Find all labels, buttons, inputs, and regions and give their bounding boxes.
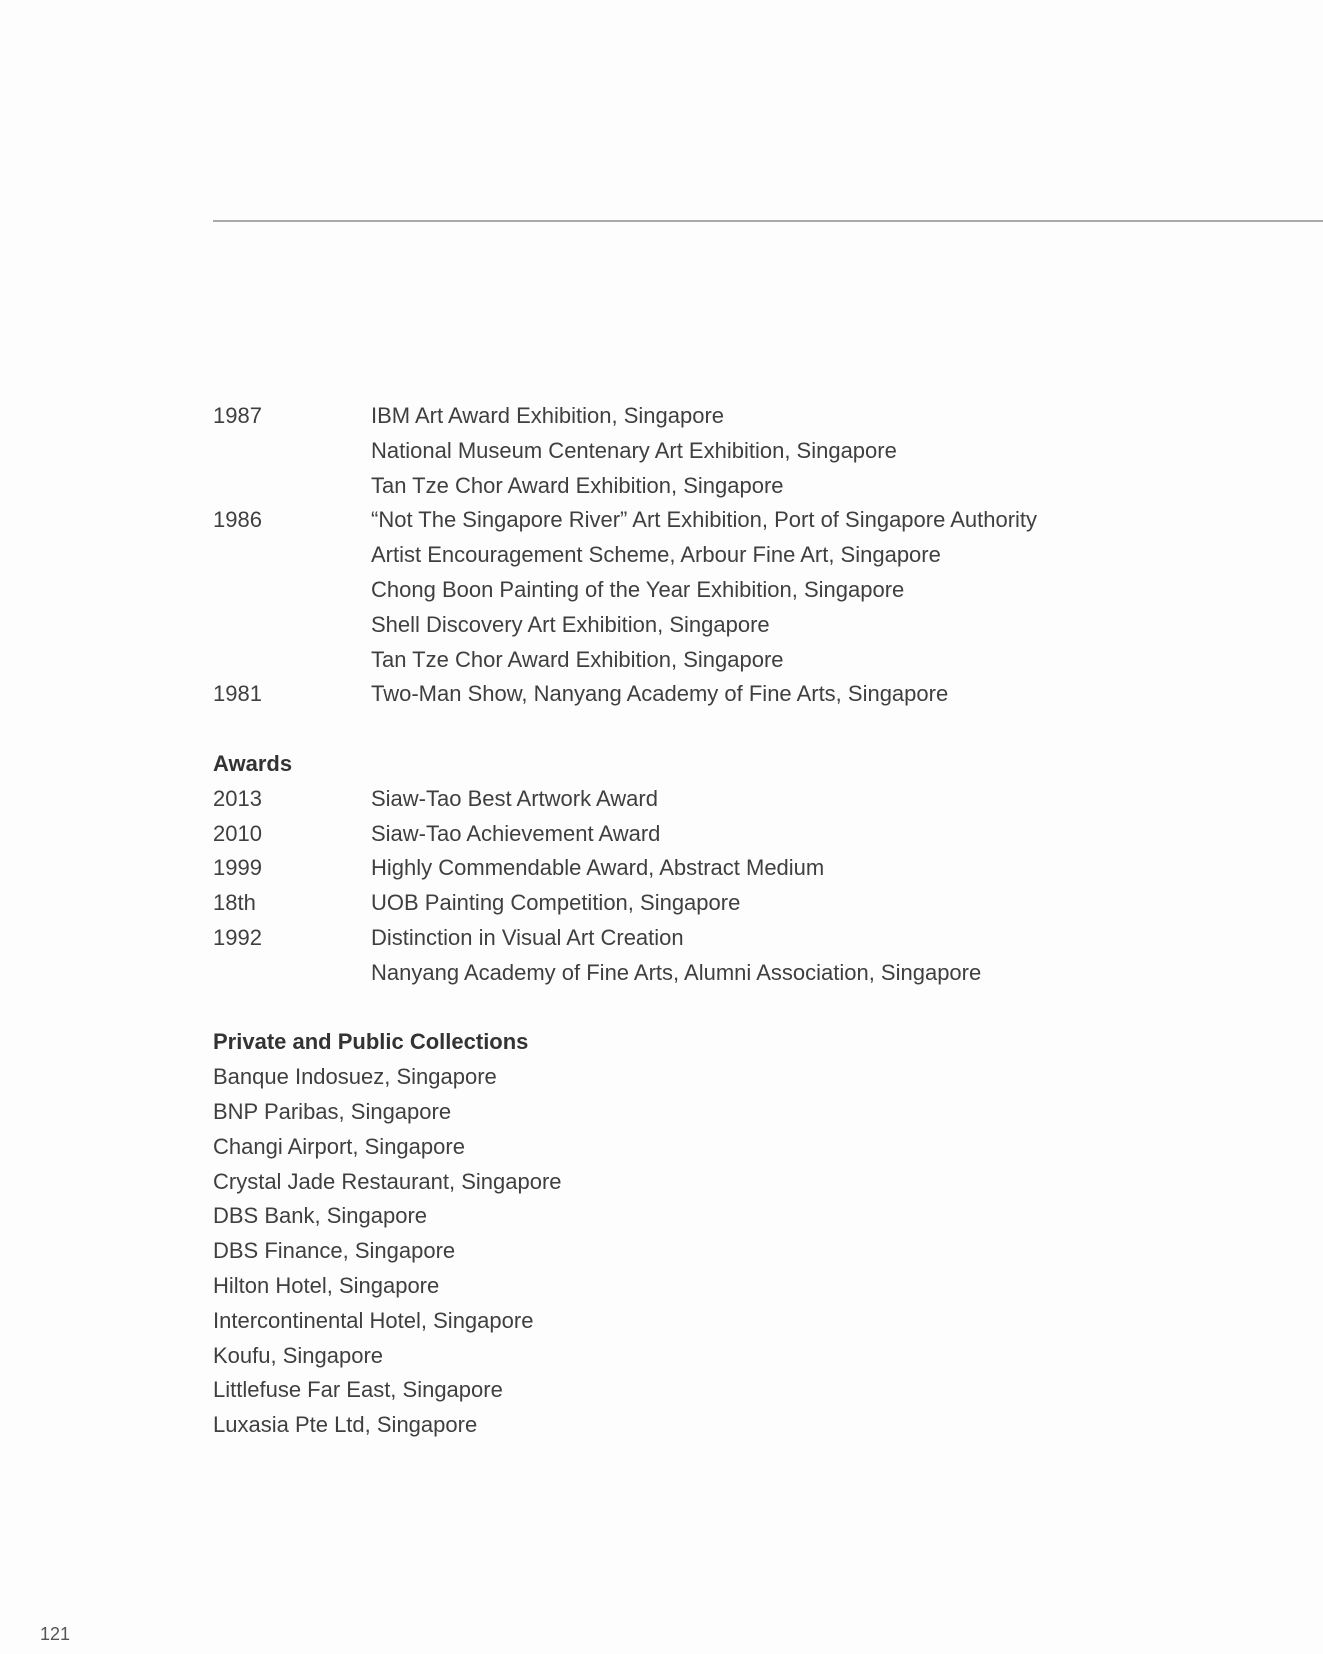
exhibition-row — [213, 608, 1213, 643]
collection-item: DBS Bank, Singapore — [213, 1203, 428, 1229]
exhibition-entry: Artist Encouragement Scheme, Arbour Fine Art, Singapore — [371, 542, 941, 568]
award-row — [213, 921, 1213, 956]
exhibition-year: 1981 — [213, 681, 262, 707]
collection-item: Changi Airport, Singapore — [213, 1133, 465, 1159]
collections-heading: Private and Public Collections — [213, 1029, 529, 1055]
cv-content — [213, 399, 1213, 1443]
collection-item: Crystal Jade Restaurant, Singapore — [213, 1168, 562, 1194]
award-row — [213, 782, 1213, 817]
exhibition-year: 1987 — [213, 403, 262, 428]
header-divider — [213, 220, 1323, 222]
page-number: 121 — [40, 1624, 71, 1644]
exhibition-entry: National Museum Centenary Art Exhibition, Singapore — [371, 437, 897, 463]
awards-heading: Awards — [213, 750, 293, 776]
award-row — [213, 851, 1213, 886]
award-entry: Nanyang Academy of Fine Arts, Alumni Association, Singapore — [371, 959, 982, 985]
award-entry: Siaw-Tao Achievement Award — [371, 820, 661, 846]
award-entry: Highly Commendable Award, Abstract Medium — [371, 855, 825, 881]
exhibition-row — [213, 538, 1213, 573]
award-year: 1992 — [213, 924, 262, 950]
exhibition-entry: Tan Tze Chor Award Exhibition, Singapore — [371, 646, 784, 672]
exhibition-row — [213, 677, 1213, 712]
award-entry: Siaw-Tao Best Artwork Award — [371, 785, 658, 811]
collection-item: DBS Finance, Singapore — [213, 1238, 456, 1264]
exhibition-entry: IBM Art Award Exhibition, Singapore — [371, 403, 725, 428]
award-row — [213, 886, 1213, 921]
exhibition-row — [213, 503, 1213, 538]
exhibition-entry: Tan Tze Chor Award Exhibition, Singapore — [371, 472, 784, 498]
collection-item: Luxasia Pte Ltd, Singapore — [213, 1412, 478, 1438]
awards-section — [213, 747, 1213, 991]
exhibition-row — [213, 434, 1213, 469]
exhibition-row — [213, 399, 1213, 434]
award-year: 2010 — [213, 820, 262, 846]
award-year: 2013 — [213, 785, 262, 811]
collection-item: Koufu, Singapore — [213, 1342, 384, 1368]
exhibition-row — [213, 643, 1213, 678]
collection-item: Littlefuse Far East, Singapore — [213, 1377, 503, 1403]
exhibition-entry: Two-Man Show, Nanyang Academy of Fine Arts, Singapore — [371, 681, 949, 707]
collection-item: Hilton Hotel, Singapore — [213, 1272, 440, 1298]
collection-item: BNP Paribas, Singapore — [213, 1098, 452, 1124]
exhibition-row — [213, 469, 1213, 504]
award-row — [213, 956, 1213, 991]
award-entry: UOB Painting Competition, Singapore — [371, 890, 741, 916]
exhibition-entry: Chong Boon Painting of the Year Exhibition, Singapore — [371, 576, 905, 602]
award-row — [213, 817, 1213, 852]
section-spacer — [213, 991, 1213, 1026]
exhibitions-list — [213, 399, 1213, 712]
exhibition-entry: “Not The Singapore River” Art Exhibition, Port of Singapore Authority — [371, 507, 1038, 533]
exhibition-entry: Shell Discovery Art Exhibition, Singapore — [371, 611, 770, 637]
section-spacer — [213, 712, 1213, 747]
collections-section — [213, 1025, 1213, 1443]
award-entry: Distinction in Visual Art Creation — [371, 924, 684, 950]
exhibition-year: 1986 — [213, 507, 262, 533]
award-year: 18th — [213, 890, 256, 916]
award-year: 1999 — [213, 855, 262, 881]
exhibition-row — [213, 573, 1213, 608]
collection-item: Banque Indosuez, Singapore — [213, 1064, 497, 1090]
collection-item: Intercontinental Hotel, Singapore — [213, 1307, 534, 1333]
